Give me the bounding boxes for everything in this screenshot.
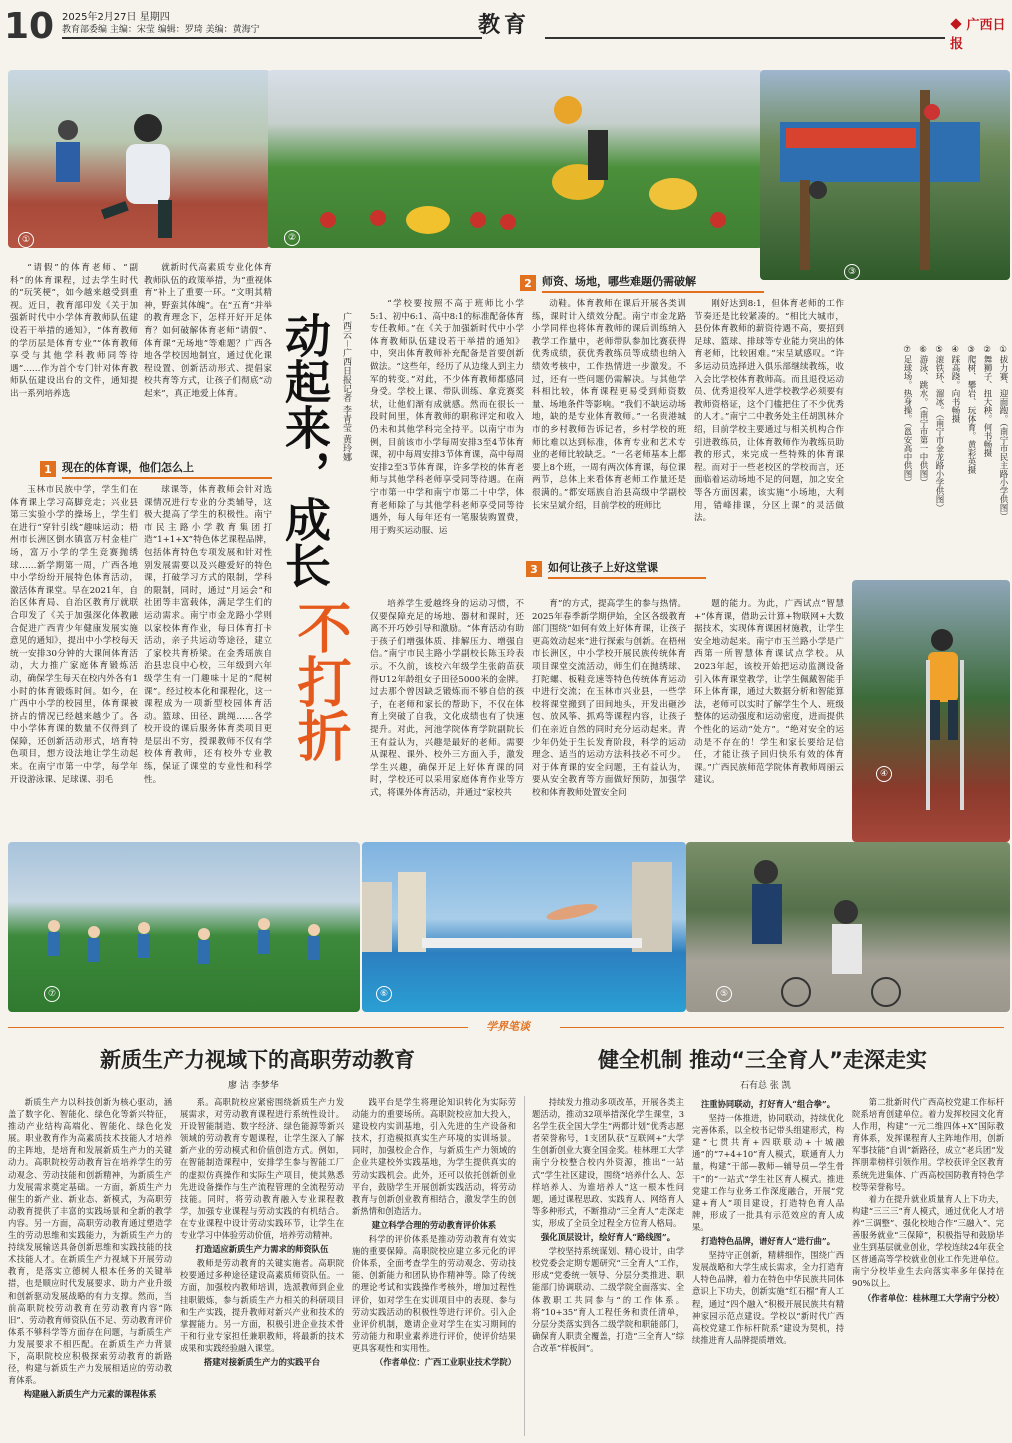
section-title: 教育 (478, 13, 531, 38)
byline: 广西云－广西日报记者 李青莹 黄玲娜 (341, 312, 351, 462)
caption-5: ⑤滚铁环、溜冰。（南宁市金龙路小学供图） (934, 345, 944, 513)
photo-label-6: ⑥ (376, 986, 392, 1002)
section-3-text-3: 题的能力。为此，广西试点“智慧+”体育课，借助云计算+物联网+大数据技术，实现体育课困材施教，让学生安全地动起来。南宁市玉兰路小学是广西第一所智慧体育课试点学校。从2023年起，该校开始把运动监测设备引入体育课堂教学，让学生佩戴智能手环上体育课，通过大数据分析和智能算法，老师可以实时了解学生个人、班级整体的运动强度和运动密度，进而提供个性化的运动“处方”。“绝对安全的运动是不存在的！学生和家长要给足信任，才能让孩子回归快乐有效的体育课。”广西民族师范学院体育教师周丽云建议。 (694, 599, 844, 786)
section-2-text-1: “学校要按照不高于班师比小学5:1、初中6:1、高中8:1的标准配备体育专任教师。”在《关于加强新时代中小学体育教师队伍建设若干举措的通知》中，突出体育教师补充配备是首要创新做法。“这些年，经历了从边缘人到主力军的转变。”对此，不少体育教师都感同身受。学校上课、带队训练、拿竞赛奖状，让他们渐有成就感。然而在很长一段时间里，体育教师的职称评定和收入仍未和其他学科完全持平。以南宁市为例，目前该市小学每周安排3至4节体育课，初中每周安排3节体育课，高中每周安排2至3节体育课，许多学校的体育老师与其他学科老师享受同等待遇。在南宁市第一中学和南宁市第二十中学，体育老师除了与其他学科老师享受同等待遇外，每人每年还有一笔服装购置费，用于购买运动服、运 (370, 299, 524, 536)
lion-dance-scene-icon (268, 70, 763, 248)
article-2-subhead-1: 强化顶层设计，绘好育人“路线图”。 (541, 1232, 675, 1243)
caption-7: ⑦足球场。热身操。（邕安高中供图） (902, 345, 912, 487)
headline-line-1: 动起来，成长 (278, 312, 332, 588)
section-2-column-1 (370, 298, 524, 590)
article-2-column-1 (532, 1096, 684, 1438)
photo-2-lion-dance (268, 70, 763, 248)
diving-swimmer-icon (362, 842, 686, 1012)
hoop-rolling-icon (686, 842, 1010, 1012)
runner-figure-icon (8, 70, 270, 248)
article-1-text-2: 系。高职院校应紧密围绕新质生产力发展需求，对劳动教育课程进行系统性设计。开设智能制造、数字经济、绿色能源等新兴领域的劳动教育专题课程，让学生深入了解新产业的劳动模式和价值创造方式。例如，在智能制造课程中，安排学生参与智能工厂的虚拟仿真操作和实际生产项目，使其熟悉先进设备操作与生产流程管理的全流程劳动技能。同时，将劳动教育融入专业课程教学，加强专业课程与劳动实践的有机结合。在专业课程中设计劳动实践环节，让学生在专业学习中体验劳动价值，培养劳动精神。 (180, 1097, 344, 1241)
forum-divider (0, 1018, 1012, 1036)
intro-column-1 (10, 262, 138, 442)
climbing-banner-icon (760, 70, 1010, 280)
section-2-header (520, 274, 764, 292)
photo-label-1: ① (18, 232, 34, 248)
logo-diamond-icon (950, 18, 962, 30)
editor-line: 教育部委编 主编：宋莹 编辑：罗琦 美编：黄海宁 (62, 25, 260, 35)
section-1-header (40, 460, 272, 478)
article-2-text-2b: 坚持守正创新，精耕细作，围绕广西发展战略和大学生成长需求，全力打造育人特色品牌，着力在特色中华民族共同体意识上下功夫，创新实施“红石榴”育人工程，通过“四个融入”积极开展民族共有精神家园示范点建设。学校以“新时代广西高校党建工作标杆院系”建设为契机，持续推进育人品牌提质增效。 (692, 1250, 844, 1345)
photo-5-hoop-rolling (686, 842, 1010, 1012)
intro-text-2: 就新时代高素质专业化体育教师队伍的政策举措，为“重视体育”补上了重要一环。“文明其精神，野蛮其体魄”。在“五育”并举的教育理念下，怎样开好开足体育？如何破解体育老师“请假”、体育课“无场地”等难题？广西各地各学校因地制宜，通过优化课程设置、创新活动形式、提倡家校共育等方式，让孩子们彻底“动起来”，真正地爱上体育。 (144, 263, 272, 399)
photo-label-2: ② (284, 230, 300, 246)
paper-name: 广西日报 (950, 18, 1006, 52)
caption-2: ②舞狮子、扭大秧。何书畅摄 (982, 345, 992, 457)
article-1-authors: 廖 洁 李梦华 (228, 1081, 279, 1091)
main-headline (278, 312, 338, 588)
photo-label-3: ③ (844, 264, 860, 280)
photo-label-5: ⑤ (716, 986, 732, 1002)
article-separator (524, 1096, 525, 1436)
article-2-text-2: 坚持一体推进，协同联动，持续优化完善体系，以全校书记带头组建形式，构建“七贯共育+四联联动+十城融通”的“7+4+10”育人模式，联通育人力量，构建“干部—教师—辅导员—学生骨干”的“一站式”学生社区育人模式。推进党建工作与业务工作深度融合，开展“党建+育人”项目建设，打造特色育人品牌，形成了一批具有示范效应的育人成果。 (692, 1113, 844, 1232)
section-2-column-2 (532, 298, 686, 550)
photo-4-stilts (852, 580, 1010, 842)
article-1-text-1: 新质生产力以科技创新为核心驱动，涵盖了数字化、智能化、绿色化等新兴特征，推动产业结构高端化、智能化、绿色化发展。职业教育作为高素质技术技能人才培养的主阵地，是培育和发展新质生产力的关键动力。高职院校劳动教育旨在培养学生的劳动观念、劳动技能和创新精神，为新质生产力发展需求奠定基础。一方面，新质生产力催生的新产业、新业态、新模式，为高职劳动教育提供了丰富的实践场景和全新的教学内容。另一方面，高职劳动教育通过塑造学生的劳动思维和实践能力，为新质生产力的持续发展输送具备创新思维和实践技能的技术技能人才。在新质生产力视域下开展劳动教育，是落实立德树人根本任务的关键举措，也是顺应时代发展要求、助力产业升级和创新驱动发展战略的有力支撑。然而，当前高职院校劳动教育在劳动教育内容“陈旧”、劳动教育师资队伍不足、劳动教育评价体系不够科学等方面存在问题，与新质生产力发展要求不相匹配。在新质生产力背景下，高职院校应积极探索劳动教育的新路径，构建与新质生产力发展相适应的劳动教育体系。 (8, 1097, 172, 1386)
article-1-subhead-1: 构建融入新质生产力元素的课程体系 (23, 1389, 157, 1400)
article-1-credit: （作者单位：广西工业职业技术学院） (374, 1356, 516, 1367)
forum-tag: 学界笔谈 (478, 1018, 538, 1034)
article-1-text-2b: 教师是劳动教育的关键实施者。高职院校要通过多种途径建设高素质师资队伍。一方面，加强校内教师培训，选派教师到企业挂职锻炼，参与新质生产力相关的科研项目和生产实践，提升教师对新兴产业和技术的掌握能力。另一方面，积极引进企业技术骨干和行业专家担任兼职教师，将最新的技术成果和实践经验融入课堂。 (180, 1258, 344, 1353)
article-2-text-3: 第二批新时代广西高校党建工作标杆院系培育创建单位。着力发挥校园文化育人作用，构建“一元二维四体+X”国际教育体系，发挥课程育人主阵地作用，创新军事技能“自训”新路径，成立“老兵团”发挥朋辈榜样引领作用。学校获评全区教育系统先进集体、广西高校国防教育特色学校等荣誉称号。 (852, 1097, 1004, 1192)
photo-label-4: ④ (876, 766, 892, 782)
section-3-column-3 (694, 598, 844, 830)
section-2-title: 师资、场地，哪些难题仍需破解 (542, 273, 764, 293)
article-2-authors: 石有总 张 凯 (740, 1081, 791, 1091)
headline-line-2: 不打折 (289, 600, 352, 762)
photo-6-swimming (362, 842, 686, 1012)
photo-captions (890, 345, 1010, 555)
article-2-text-1: 持续发力推动多项改革，开展各类主题活动，推动32项举措深化学生课堂，3名学生获全国大学生“两都计划”优秀志愿者荣誉称号，1支团队获“互联网+”大学生创新创业大赛全国金奖。桂林理工大学南宁分校整合校内外资源，推出“一站式”学生社区建设，围绕“培养什么人、怎样培养人、为谁培养人”这一根本性问题，通过课程思政、实践育人、网络育人等多种形式，不断推动“三全育人”走深走实，形成了全员全过程全方位育人格局。 (532, 1097, 684, 1228)
section-1-title: 现在的体育课，他们怎么上 (62, 459, 272, 479)
section-1-text-1: 玉林市民族中学，学生们在体育课上学习高脚竞走；兴业县第三实验小学的操场上，学生们在进行“穿针引线”趣味运动；梧州市长洲区倒水镇富万村金桂广场，富万小学的学生竞赛抛绣球……新学期第一周，广西各地中小学纷纷开展特色体育活动，激活体育课堂。早在2021年，自治区体育局、自治区教育厅就联合印发了《关于加强深化体教融合促进广西青少年健康发展实施意见的通知》，提出中小学校每天统一安排30分钟的大课间体育活动，大力推广家庭体育锻炼活动，确保学生每天在校内外各有1小时的体育锻炼时间。如今，在广西中小学的校园里，体育课被挤占的情况已经越来越少了。各中小学体育课的数量不仅得到了保障，还创新活动形式，培育特色项目，想方设法地让学生动起来。在南宁市第一中学，每学年开设游泳课、足球课、羽毛 (10, 485, 138, 785)
article-1-text-3b: 科学的评价体系是推动劳动教育有效实施的重要保障。高职院校应建立多元化的评价体系，全面考查学生的劳动观念、劳动技能、创新能力和团队协作精神等。除了传统的理论考试和实践操作考核外，增加过程性评价，如对学生在实训项目中的表现、参与劳动实践活动的积极性等进行评价。引入企业评价机制，邀请企业对学生在实习期间的劳动能力和职业素养进行评价，使评价结果更具客观性和实用性。 (352, 1234, 516, 1353)
section-3-header (526, 560, 706, 578)
photo-label-7: ⑦ (44, 986, 60, 1002)
section-2-text-2: 动鞋。体育教师在课后开展各类训练，课时计入绩效分配。南宁市金龙路小学同样也将体育教师的课后训练纳入教学工作量中，老师带队参加比赛获得优秀成绩，获优秀教练员等成绩也纳入绩效考核中，工作热情进一步激发。不过，还有一些问题仍需解决。与其他学科相比较，体育课程更易受到师资数量、场地条件等影响。“我们不缺运动场地，缺的是专业体育教师。”一名贵港城市的乡村教师告诉记者，乡村学校的班师比难以达到标准，体育专业和艺术专业的老师比较缺乏。“一名老师基本上都要上8个班，一周有两次体育课，每位课两节，总体上来看体育老师工作量还是很满的。”都安瑶族自治县高级中学副校长宋呈斌介绍，目前学校的班师比 (532, 299, 686, 511)
article-1-column-1 (8, 1096, 172, 1438)
section-3-title: 如何让孩子上好这堂课 (548, 559, 706, 579)
article-1-subhead-2: 打造适应新质生产力需求的师资队伍 (195, 1244, 329, 1255)
photo-3-climbing (760, 70, 1010, 280)
section-3-column-2 (532, 598, 686, 830)
forum-rule-right (560, 1027, 1004, 1028)
forum-rule-left (8, 1027, 468, 1028)
masthead-rule-right (545, 37, 945, 39)
section-3-text-1: 培养学生爱越终身的运动习惯，不仅要保障充足的场地、器材和课时，还离不开巧妙引导和激励。“体育活动有助于孩子们增强体质、排解压力、增强自信。”南宁市民主路小学副校长陈玉玲表示。不久前，该校六年级学生张韵苗获得U12年龄组女子田径5000米的金牌。过去那个曾因缺乏锻炼而不够自信的孩子，在老师和家长的帮助下，不仅在体育上突破了自我，文化成绩也有了快速提升。对此，河池学院体育学院副院长王有益认为，兴趣是最好的老师。需要从课程、课外、校外三方面入手，激发学生兴趣，确保开足上好体育课的同时，学校还可以采用家庭体育作业等方式，将课外体育活动，并通过“家校共 (370, 599, 524, 798)
section-3-column-1 (370, 598, 524, 830)
section-1-text-2: 球课等，体育教师会针对选课情况进行专业的分类辅导，这极大提高了学生的积极性。南宁市民主路小学教育集团打造“1+1+X”特色体艺课程品牌，包括体育特色专项发展和针对性别发展需要以及兴趣爱好的特色课，打破学习方式的限制，学科的限制，同时，通过“月运会”和社团等丰富载体，满足学生们的运动需求。南宁市金龙路小学则以家校体育作业，每日体育打卡活动，亲子共运动等途径，建立了家校共育桥梁。在金秀瑶族自治县忠良中心校，三年级到六年级学生有一门趣味十足的“爬树课”。经过校本化和课程化，这一课程成为一项新型校园体育活动。篮球、田径、跳绳……各学校开设的课后服务体育类项目更是层出不穷，授课教师不仅有学校体育教师，还有校外专业教练，保证了课堂的专业性和科学性。 (144, 485, 272, 785)
issue-date: 2025年2月27日 星期四 (62, 12, 170, 23)
masthead (0, 0, 1012, 50)
article-1-column-3 (352, 1096, 516, 1438)
photo-1-sprint (8, 70, 270, 248)
article-2-column-2 (692, 1096, 844, 1438)
photo-7-football (8, 842, 360, 1012)
paper-logo (950, 14, 1012, 52)
section-3-number: 3 (526, 561, 542, 577)
article-2-credit: （作者单位：桂林理工大学南宁分校） (862, 1292, 1004, 1303)
caption-1: ①拔力赛、迎面跑。（南宁市民主路小学供图） (998, 345, 1008, 521)
stilt-walker-icon (852, 580, 1010, 842)
caption-6: ⑥游泳、跳水。（南宁市第一中供图） (918, 345, 928, 487)
article-2-column-3 (852, 1096, 1004, 1438)
caption-3: ③爬树、攀岩、玩体育。黄彩英摄 (966, 345, 976, 474)
article-2-subhead-3: 打造特色品牌，谱好育人“进行曲”。 (701, 1236, 835, 1247)
article-1-text-3: 践平台是学生将理论知识转化为实际劳动能力的重要场所。高职院校应加大投入，建设校内实训基地，引入先进的生产设备和技术，打造模拟真实生产环境的实训场景。同时，加强校企合作，与新质生产力领域的企业共建校外实践基地，为学生提供真实的劳动实践机会。此外，还可以依托创新创业平台，鼓励学生开展创新实践活动，将劳动教育与创新创业教育相结合，激发学生的创新热情和创造活力。 (352, 1097, 516, 1216)
section-2-text-3: 刚好达到8:1，但体育老师的工作节奏还是比较紧凑的。“相比大城市，县份体育教师的薪资待遇不高，要招到足球、篮球、排球等专业能力突出的体育老师，比较困难。”宋呈斌感叹。“许多运动员选择进入俱乐部继续教练，收入会比学校体育教师高。而且退役运动员、优秀退役军人进学校教学必须要有教师资格证，这个门槛把住了不少优秀的人才。”南宁二中教务处主任胡凯林介绍，目前学校主要通过与相关机构合作引进教练员，让体育教师作为教练员助教的形式，来完成一些特殊的体育课程。而对于一些老校区的学校而言，还面临着运动场地不足的问题，加之安全等各方面因素，该实施“小场地，大利用，错峰排课，分区上课”的灵活做法。 (694, 299, 844, 524)
article-2-text-3b: 着力在提升就业质量育人上下功夫，构建“三三三”育人模式，通过优化人才培养“三调整”、强化校地合作“三融入”、完善服务就业“三保障”，积极指导和鼓励毕业生到基层就业创业，学校连续24年获全区普通高等学校就业创业工作先进单位。南宁分校毕业生去向落实率多年保持在90%以上。 (852, 1193, 1004, 1289)
caption-4: ④踩高跷。向书畅摄 (950, 345, 960, 423)
section-2-number: 2 (520, 275, 536, 291)
article-1-column-2 (180, 1096, 344, 1438)
football-team-icon (8, 842, 360, 1012)
article-1-subhead-4: 建立科学合理的劳动教育评价体系 (371, 1219, 497, 1230)
article-2-text-1b: 学校坚持系统谋划、精心设计，由学校党委会定期专题研究“三全育人”工作，形成“党委统一领导、分层分类推进、职能部门协调联动、二级学院全面落实、全体教职工共同参与“的工作体系。将“10+35”育人工程任务和责任清单，分层分类落实到各二级学院和职能部门，确保育人职责全覆盖，打造“三全育人”综合改革“样板间”。 (532, 1246, 684, 1353)
intro-text-1: “请假”的体育老师、“副科”的体育课程，过去学生时代的“玩笑梗”，如今越来越受到重视。近日，教育部印发《关于加强新时代中小学体育教师队伍建设若干举措的通知》，“体育教师的学历层是体育专业”“体育教师享受与其他学科教师同等待遇”……作为首个专门针对体育教师队伍建设出台的文件，通知提出一系列培养选 (10, 263, 138, 399)
section-2-column-3 (694, 298, 844, 598)
article-2-subhead-2: 注重协同联动，打好育人“组合拳”。 (701, 1099, 835, 1109)
page-number: 10 (4, 6, 55, 47)
article-2-title: 健全机制 推动“三全育人”走深走实 (598, 1048, 927, 1072)
intro-column-2 (144, 262, 272, 442)
article-1-subhead-3: 搭建对接新质生产力的实践平台 (203, 1356, 321, 1367)
section-1-number: 1 (40, 461, 56, 477)
article-1-title: 新质生产力视域下的高职劳动教育 (100, 1048, 415, 1072)
masthead-rule-left (62, 37, 482, 39)
section-3-text-2: 育”的方式，提高学生的参与热情。2025年春季新学期伊始，全区各级教育部门围绕“如何有效上好体育课，让孩子更高效动起来”进行探索与创新。在梧州市长洲区，中小学校开展民族传统体育项目课堂交流活动，师生们在抛绣球、打陀螺、板鞋竞速等特色传统体育运动中进行交流；在玉林市兴业县，一些学校将课堂搬到了田间地头，开发出砸沙包、放风筝、抓鸡等课程内容，让孩子们在亲近自然的同时充分运动起来。青少年仍处于生长发育阶段，科学的运动理念、适当的运动方法科技必不可少。对于体育课的安全问题，王有益认为，要从安全教育等方面做好预防，加强学校和体育教师处置安全问 (532, 599, 686, 798)
